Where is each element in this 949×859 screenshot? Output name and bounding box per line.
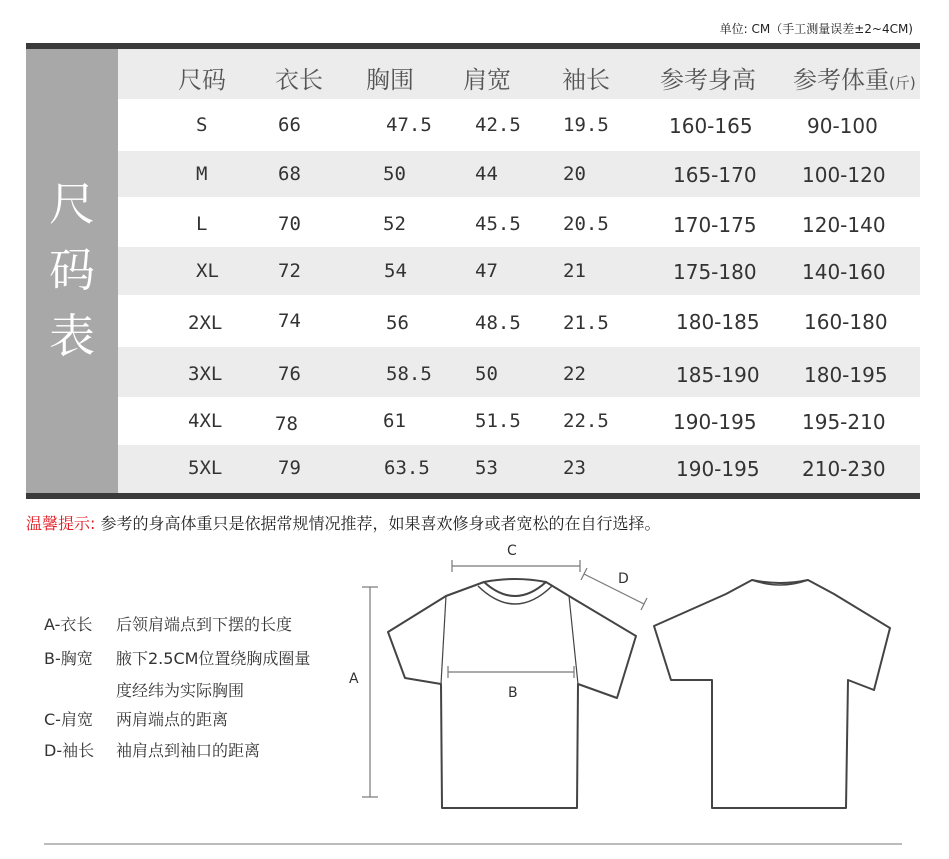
cell-chest: 47.5 bbox=[386, 114, 432, 136]
cell-sleeve: 20.5 bbox=[563, 213, 609, 235]
side-title-char-3: 表 bbox=[49, 309, 95, 363]
cell-chest: 56 bbox=[386, 312, 409, 334]
cell-size: 4XL bbox=[188, 410, 223, 432]
cell-sleeve: 22.5 bbox=[563, 410, 609, 432]
def-c-key: C-肩宽 bbox=[44, 710, 93, 729]
def-b-key: B-胸宽 bbox=[44, 649, 93, 668]
def-d-key: D-袖长 bbox=[44, 741, 95, 760]
cell-weight: 120-140 bbox=[802, 213, 886, 237]
header-chest: 胸围 bbox=[366, 66, 414, 94]
bottom-divider bbox=[44, 843, 902, 845]
def-a-text: 后领肩端点到下摆的长度 bbox=[116, 615, 293, 634]
cell-sleeve: 23 bbox=[563, 457, 586, 479]
dimension-a bbox=[362, 587, 378, 797]
def-c-text: 两肩端点的距离 bbox=[116, 710, 229, 729]
cell-weight: 100-120 bbox=[802, 163, 886, 187]
cell-height: 185-190 bbox=[676, 363, 760, 387]
cell-chest: 54 bbox=[384, 260, 407, 282]
cell-sleeve: 19.5 bbox=[563, 114, 609, 136]
cell-length: 76 bbox=[278, 363, 301, 385]
cell-shoulder: 42.5 bbox=[475, 114, 521, 136]
weight-unit: (斤) bbox=[889, 74, 916, 92]
cell-height: 190-195 bbox=[673, 410, 757, 434]
cell-length: 68 bbox=[278, 163, 301, 185]
cell-height: 175-180 bbox=[673, 260, 757, 284]
cell-weight: 195-210 bbox=[802, 410, 886, 434]
cell-weight: 210-230 bbox=[802, 457, 886, 481]
header-sleeve: 袖长 bbox=[562, 66, 610, 94]
cell-size: M bbox=[196, 163, 208, 185]
cell-height: 165-170 bbox=[673, 163, 757, 187]
dimension-c-label: C bbox=[507, 543, 517, 559]
cell-height: 190-195 bbox=[676, 457, 760, 481]
cell-size: 3XL bbox=[188, 363, 223, 385]
cell-length: 66 bbox=[278, 114, 301, 136]
side-title-char-1: 尺 bbox=[49, 177, 95, 231]
cell-size: S bbox=[196, 114, 208, 136]
dimension-c bbox=[452, 560, 580, 572]
def-d-text: 袖肩点到袖口的距离 bbox=[116, 741, 261, 760]
def-b-text-cont: 度经纬为实际胸围 bbox=[116, 681, 245, 700]
dimension-d-label: D bbox=[618, 571, 629, 587]
cell-shoulder: 53 bbox=[475, 457, 498, 479]
cell-size: L bbox=[196, 213, 208, 235]
cell-sleeve: 21 bbox=[563, 260, 586, 282]
cell-shoulder: 47 bbox=[475, 260, 498, 282]
cell-weight: 140-160 bbox=[802, 260, 886, 284]
cell-chest: 50 bbox=[383, 163, 406, 185]
def-a-key: A-衣长 bbox=[44, 615, 93, 634]
cell-shoulder: 51.5 bbox=[475, 410, 521, 432]
header-size: 尺码 bbox=[178, 66, 226, 94]
cell-chest: 63.5 bbox=[384, 457, 430, 479]
cell-length: 79 bbox=[278, 457, 301, 479]
cell-shoulder: 48.5 bbox=[475, 312, 521, 334]
cell-size: 2XL bbox=[188, 312, 223, 334]
cell-weight: 180-195 bbox=[804, 363, 888, 387]
cell-length: 78 bbox=[275, 413, 298, 435]
cell-size: 5XL bbox=[188, 457, 223, 479]
cell-size: XL bbox=[196, 260, 219, 282]
header-height: 参考身高 bbox=[660, 66, 756, 94]
cell-shoulder: 50 bbox=[475, 363, 498, 385]
cell-chest: 52 bbox=[383, 213, 406, 235]
cell-chest: 61 bbox=[383, 410, 406, 432]
cell-shoulder: 45.5 bbox=[475, 213, 521, 235]
dimension-b bbox=[448, 666, 574, 678]
cell-height: 160-165 bbox=[669, 114, 753, 138]
header-length: 衣长 bbox=[275, 66, 323, 94]
cell-length: 72 bbox=[278, 260, 301, 282]
dimension-d bbox=[581, 568, 647, 610]
cell-sleeve: 21.5 bbox=[563, 312, 609, 334]
cell-length: 74 bbox=[278, 310, 301, 332]
cell-weight: 90-100 bbox=[807, 114, 878, 138]
cell-sleeve: 22 bbox=[563, 363, 586, 385]
cell-sleeve: 20 bbox=[563, 163, 586, 185]
cell-chest: 58.5 bbox=[386, 363, 432, 385]
cell-height: 170-175 bbox=[673, 213, 757, 237]
header-weight-label: 参考体重 bbox=[793, 66, 889, 94]
cell-height: 180-185 bbox=[676, 310, 760, 334]
cell-shoulder: 44 bbox=[475, 163, 498, 185]
def-b-text: 腋下2.5CM位置绕胸成圈量 bbox=[116, 649, 311, 668]
unit-note: 单位: CM（手工测量误差±2~4CM) bbox=[719, 22, 913, 36]
tshirt-back bbox=[654, 580, 890, 808]
dimension-b-label: B bbox=[508, 685, 518, 701]
cell-weight: 160-180 bbox=[804, 310, 888, 334]
side-title-char-2: 码 bbox=[49, 243, 95, 297]
dimension-a-label: A bbox=[349, 671, 359, 687]
tip-label: 温馨提示: bbox=[26, 514, 96, 533]
tip-text: 参考的身高体重只是依据常规情况推荐，如果喜欢修身或者宽松的在自行选择。 bbox=[100, 514, 661, 533]
header-shoulder: 肩宽 bbox=[463, 66, 511, 94]
cell-length: 70 bbox=[278, 213, 301, 235]
